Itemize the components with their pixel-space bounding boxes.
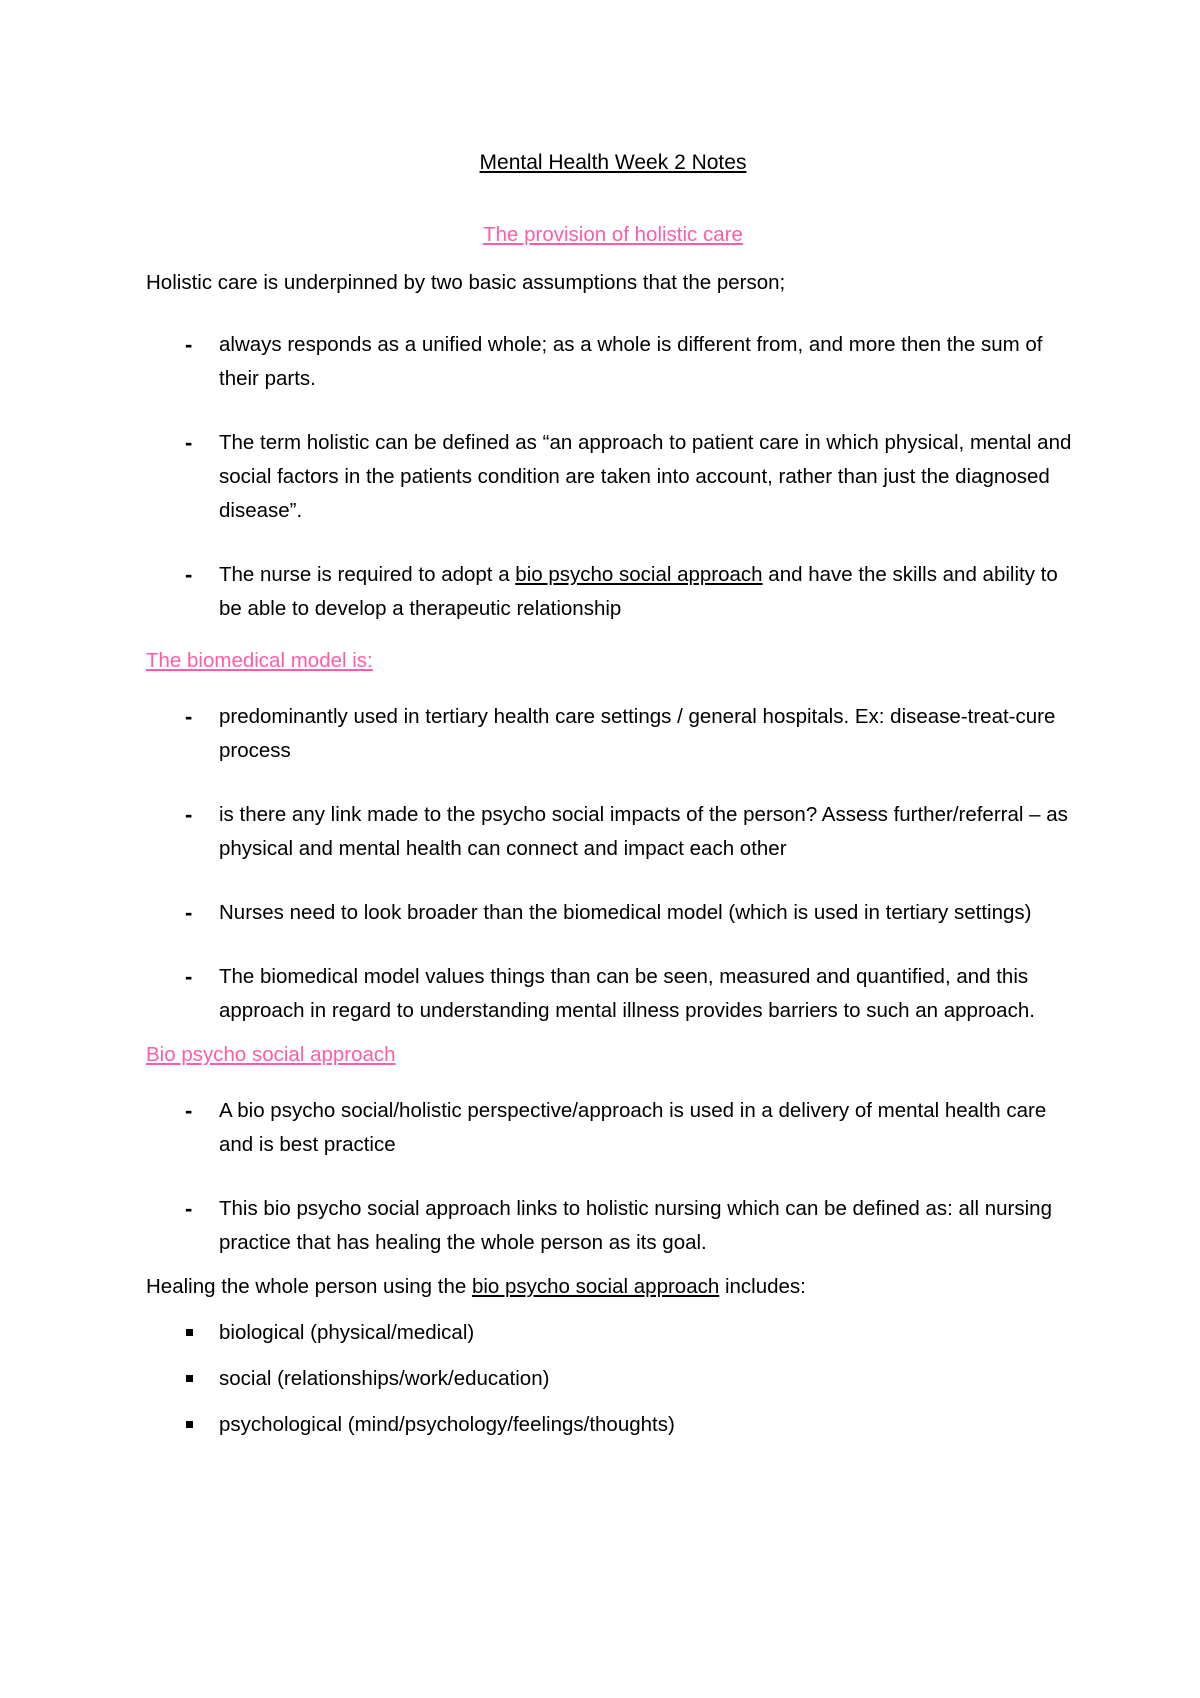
- underlined-term: bio psycho social approach: [515, 563, 763, 586]
- list-item-text: social (relationships/work/education): [219, 1367, 550, 1390]
- healing-intro-before: Healing the whole person using the: [146, 1275, 472, 1298]
- square-bullet-list: [146, 1316, 1080, 1442]
- dash-bullet-icon: -: [185, 332, 193, 357]
- square-bullet-icon: [186, 1329, 193, 1336]
- dash-bullet-icon: -: [185, 430, 193, 455]
- section-heading-biomedical-model: The biomedical model is:: [146, 649, 373, 672]
- list-item-text: The term holistic can be defined as “an approach to patient care in which physical, mental and social factors in the patients condition are taken into account, rather than just the diagnosed disease”.: [219, 431, 1072, 522]
- underlined-term: bio psycho social approach: [471, 1275, 720, 1298]
- list-item-text: This bio psycho social approach links to holistic nursing which can be defined as: all nursing practice that has healing the whole person as its goal.: [219, 1197, 1052, 1254]
- dash-bullet-icon: -: [185, 1196, 193, 1221]
- dash-bullet-icon: -: [185, 562, 193, 587]
- bullet-list-biomedical: [146, 700, 1080, 1028]
- list-item-text: psychological (mind/psychology/feelings/thoughts): [219, 1413, 675, 1436]
- list-item: [146, 328, 1080, 396]
- list-item: [146, 896, 1080, 930]
- list-item: [146, 558, 1080, 626]
- list-item: [146, 960, 1080, 1028]
- bullet-list-holistic: [146, 328, 1080, 626]
- list-item: [146, 700, 1080, 768]
- section-intro: Holistic care is underpinned by two basic assumptions that the person;: [146, 271, 786, 294]
- dash-bullet-icon: -: [185, 1098, 193, 1123]
- list-item-text-after: and have the skills and ability to be able to develop a therapeutic relationship: [219, 563, 1058, 620]
- list-item: [146, 1362, 1080, 1396]
- page-title: Mental Health Week 2 Notes: [479, 151, 747, 174]
- bullet-list-bio-psycho-social: [146, 1094, 1080, 1260]
- dash-bullet-icon: -: [185, 704, 193, 729]
- list-item-text: biological (physical/medical): [219, 1321, 475, 1344]
- section-heading-bio-psycho-social: Bio psycho social approach: [146, 1043, 396, 1066]
- list-item-text: Nurses need to look broader than the biomedical model (which is used in tertiary settings): [219, 901, 1032, 924]
- healing-intro-after: includes:: [719, 1275, 806, 1298]
- list-item: [146, 1316, 1080, 1350]
- list-item: [146, 1408, 1080, 1442]
- list-item-text: The biomedical model values things than can be seen, measured and quantified, and this approach in regard to understanding mental illness provides barriers to such an approach.: [219, 965, 1035, 1022]
- healing-intro: [146, 1270, 1080, 1304]
- list-item-text: is there any link made to the psycho social impacts of the person? Assess further/referral – as physical and mental health can connect and impact each other: [219, 803, 1068, 860]
- list-item: [146, 1192, 1080, 1260]
- square-bullet-icon: [186, 1421, 193, 1428]
- section-heading-holistic-care: The provision of holistic care: [483, 223, 743, 246]
- square-bullet-icon: [186, 1375, 193, 1382]
- dash-bullet-icon: -: [185, 900, 193, 925]
- list-item: [146, 426, 1080, 528]
- list-item-text-before: The nurse is required to adopt a: [219, 563, 516, 586]
- list-item-text: predominantly used in tertiary health care settings / general hospitals. Ex: disease-treat-cure process: [219, 705, 1056, 762]
- dash-bullet-icon: -: [185, 802, 193, 827]
- dash-bullet-icon: -: [185, 964, 193, 989]
- list-item-text: A bio psycho social/holistic perspective/approach is used in a delivery of mental health care and is best practice: [219, 1099, 1047, 1156]
- list-item-text: always responds as a unified whole; as a whole is different from, and more then the sum of their parts.: [219, 333, 1043, 390]
- list-item: [146, 798, 1080, 866]
- list-item: [146, 1094, 1080, 1162]
